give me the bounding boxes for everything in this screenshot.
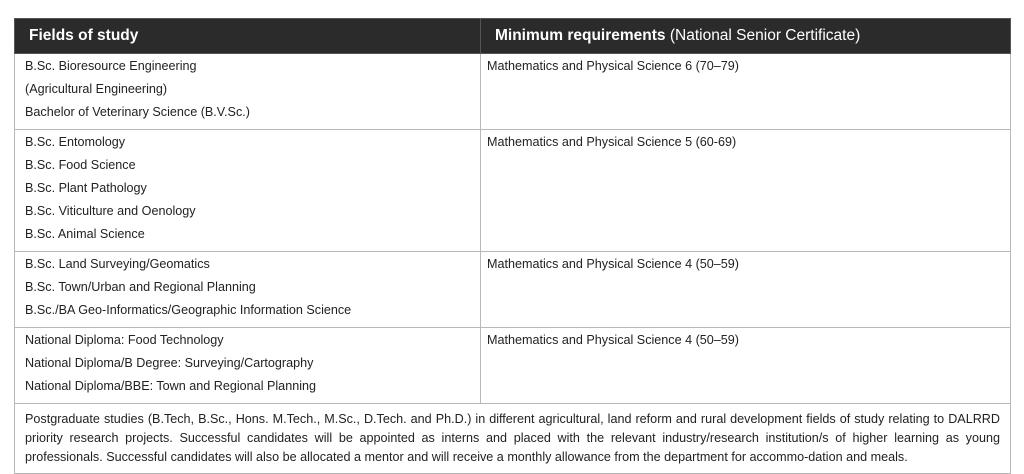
requirement-cell [481,130,1011,252]
fields-cell [15,252,481,328]
requirement-cell [481,54,1011,130]
field-of-study: B.Sc. Food Science [25,158,136,172]
requirement-text: Mathematics and Physical Science 4 (50–59) [487,333,740,347]
table-row [15,328,1011,404]
table-footnote-row [15,404,1011,474]
requirement-text: Mathematics and Physical Science 5 (60-69) [487,135,737,149]
requirements-table-container [14,18,1010,474]
table-header-row [15,19,1011,54]
fields-cell [15,130,481,252]
postgraduate-note: Postgraduate studies (B.Tech, B.Sc., Hons. M.Tech., M.Sc., D.Tech. and Ph.D.) in different agricultural, land reform and rural development fields of study relating to DALRRD priority research projects. Successful candidates will be appointed as interns and placed with the relevant industry/research institution/s of higher learning as young professionals. Successful candidates will also be allocated a mentor and will receive a monthly allowance from the department for accommo-dation and meals. [15,404,1011,474]
table-row [15,252,1011,328]
requirement-cell [481,328,1011,404]
field-of-study: B.Sc. Town/Urban and Regional Planning [25,280,256,294]
field-of-study: B.Sc. Animal Science [25,227,145,241]
field-of-study: (Agricultural Engineering) [25,82,168,96]
header-minimum-requirements [481,19,1011,54]
fields-cell [15,54,481,130]
table-row [15,54,1011,130]
header-requirements-note: (National Senior Certificate) [669,27,861,44]
requirements-table [14,18,1011,474]
field-of-study: B.Sc. Bioresource Engineering [25,59,197,73]
field-of-study: B.Sc./BA Geo-Informatics/Geographic Information Science [25,303,352,317]
table-row [15,130,1011,252]
requirement-cell [481,252,1011,328]
field-of-study: National Diploma: Food Technology [25,333,224,347]
field-of-study: Bachelor of Veterinary Science (B.V.Sc.) [25,105,250,119]
header-requirements-bold: Minimum requirements [495,27,666,44]
requirement-text: Mathematics and Physical Science 6 (70–79) [487,59,740,73]
fields-cell [15,328,481,404]
field-of-study: National Diploma/BBE: Town and Regional Planning [25,379,317,393]
requirement-text: Mathematics and Physical Science 4 (50–59) [487,257,740,271]
field-of-study: B.Sc. Plant Pathology [25,181,147,195]
field-of-study: B.Sc. Land Surveying/Geomatics [25,257,210,271]
field-of-study: B.Sc. Entomology [25,135,126,149]
field-of-study: B.Sc. Viticulture and Oenology [25,204,196,218]
field-of-study: National Diploma/B Degree: Surveying/Cartography [25,356,314,370]
header-fields-of-study: Fields of study [15,19,481,54]
